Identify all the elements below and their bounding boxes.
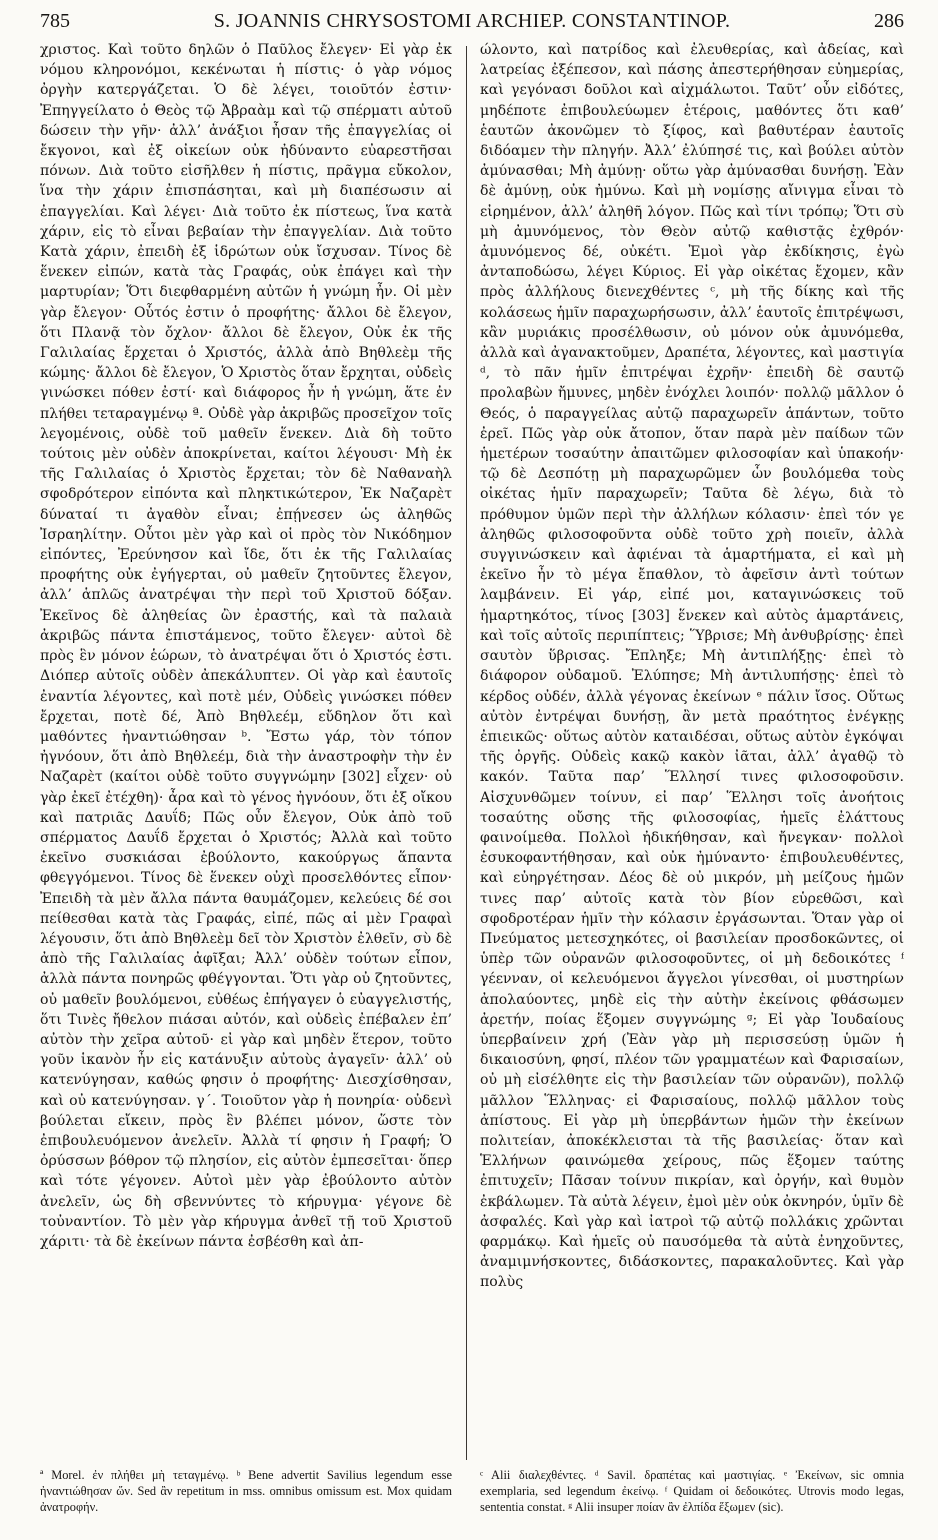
column-divider	[466, 46, 467, 1460]
page-number-right: 286	[874, 10, 904, 32]
footnotes-right	[480, 1468, 904, 1515]
running-header	[40, 4, 904, 36]
footnotes-left-text: ª Morel. ἐν πλήθει μὴ τεταγμένῳ. ᵇ Bene advertit Savilius legendum esse ἠναντιώθησαν ὤν. Sed ἂν repetitum in mss. omnibus omissum est. Mox quidam ἀνατροφήν.	[40, 1468, 452, 1514]
text-column-left	[40, 40, 452, 1460]
footnotes-right-text: ᶜ Alii διαλεχθέντες. ᵈ Savil. δραπέτας καὶ μαστιγίας. ᵉ Ἐκείνων, sic omnia exemplaria, sed legendum ἐκείνῳ. ᶠ Quidam οἱ δεδοικότες. Utrovis modo legas, sententia constat. ᵍ Alii insuper ποίαν ἂν ἐλπίδα ἕξωμεν (sic).	[480, 1468, 904, 1514]
column-left-text: χριστος. Καὶ τοῦτο δηλῶν ὁ Παῦλος ἔλεγεν· Εἰ γὰρ ἐκ νόμου κληρονόμοι, κεκένωται ἡ πίστις· ὁ γὰρ νόμος ὀργὴν κατεργάζεται. Ὁ δὲ λέγει, τοιοῦτόν ἐστιν· Ἐπηγγείλατο ὁ Θεὸς τῷ Ἀβραὰμ καὶ τῷ σπέρματι αὐτοῦ δώσειν τὴν γῆν· ἀλλ’ ἀνάξιοι ἦσαν τῆς ἐπαγγελίας οἱ ἔκγονοι, καὶ ἐξ οἰκείων οὐκ ἠδύναντο εὐαρεστῆσαι πόνων. Διὰ τοῦτο εἰσῆλθεν ἡ πίστις, πρᾶγμα εὔκολον, ἵνα τὴν χάριν ἐπισπάσηται, καὶ μὴ διαπέσωσιν αἱ ἐπαγγελίαι. Καὶ λέγει· Διὰ τοῦτο ἐκ πίστεως, ἵνα κατὰ χάριν, εἰς τὸ εἶναι βεβαίαν τὴν ἐπαγγελίαν. Διὰ τοῦτο Κατὰ χάριν, ἐπειδὴ ἐξ ἱδρώτων οὐκ ἴσχυσαν. Τίνος δὲ ἕνεκεν εἰπών, κατὰ τὰς Γραφάς, οὐκ ἐπάγει καὶ τὴν μαρτυρίαν; Ὅτι διεφθαρμένη αὐτῶν ἡ γνώμη ἦν. Οἱ μὲν γὰρ ἔλεγον· Οὗτός ἐστιν ὁ προφήτης· ἄλλοι δὲ ἔλεγον, ὅτι Πλανᾷ τὸν ὄχλον· ἄλλοι δὲ ἔλεγον, Οὐκ ἐκ τῆς Γαλιλαίας ἔρχεται ὁ Χριστός, ἀλλὰ ἀπὸ Βηθλεὲμ τῆς κώμης· ἄλλοι δὲ ἔλεγον, Ὁ Χριστὸς ὅταν ἔρχηται, οὐδεὶς γινώσκει πόθεν ἐστί· καὶ διάφορος ἦν ἡ γνώμη, ἅτε ἐν πλήθει τεταραγμένῳ ª. Οὐδὲ γὰρ ἀκριβῶς προσεῖχον τοῖς λεγομένοις, οὐδὲ τοῦ μαθεῖν ἕνεκεν. Διὰ δὴ τοῦτο τούτοις μὲν οὐδὲν ἀποκρίνεται, καίτοι λέγουσι· Μὴ ἐκ τῆς Γαλιλαίας ὁ Χριστὸς ἔρχεται; τὸν δὲ Ναθαναὴλ σφοδρότερον εἰπόντα καὶ πληκτικώτερον, Ἐκ Ναζαρὲτ δύναταί τι ἀγαθὸν εἶναι; ἐπῄνεσεν ὡς ἀληθῶς Ἰσραηλίτην. Οὗτοι μὲν γὰρ καὶ οἱ πρὸς τὸν Νικόδημον εἰπόντες, Ἐρεύνησον καὶ ἴδε, ὅτι ἐκ τῆς Γαλιλαίας προφήτης οὐκ ἐγήγερται, οὐ μαθεῖν ζητοῦντες ἔλεγον, ἀλλ’ ἁπλῶς ἀνατρέψαι τὴν περὶ τοῦ Χριστοῦ δόξαν. Ἐκεῖνος δὲ ἀληθείας ὢν ἐραστής, καὶ τὰ παλαιὰ ἀκριβῶς πάντα ἐπιστάμενος, τοῦτο ἔλεγεν· αὐτοὶ δὲ πρὸς ἓν μόνον ἑώρων, τὸ ἀνατρέψαι ὅτι ὁ Χριστός ἐστι. Διόπερ αὐτοῖς οὐδὲν ἀπεκάλυπτεν. Οἱ γὰρ καὶ ἑαυτοῖς ἐναντία λέγοντες, καὶ ποτὲ μέν, Οὐδεὶς γινώσκει πόθεν ἔρχεται, ποτὲ δέ, Ἀπὸ Βηθλεέμ, εὔδηλον ὅτι καὶ μαθόντες ἠναντιώθησαν ᵇ. Ἔστω γάρ, τὸν τόπον ἠγνόουν, ὅτι ἀπὸ Βηθλεέμ, διὰ τὴν ἀναστροφὴν τὴν ἐν Ναζαρὲτ (καίτοι οὐδὲ τοῦτο συγγνώμην [302] εἶχεν· οὐ γὰρ ἐκεῖ ἐτέχθη)· ἆρα καὶ τὸ γένος ἠγνόουν, ὅτι ἐξ οἴκου καὶ πατριᾶς Δαυΐδ; Πῶς οὖν ἔλεγον, Οὐκ ἀπὸ τοῦ σπέρματος Δαυΐδ ἔρχεται ὁ Χριστός; Ἀλλὰ καὶ τοῦτο ἐκεῖνο συσκιάσαι ἐβούλοντο, κακούργως ἅπαντα φθεγγόμενοι. Τίνος δὲ ἕνεκεν οὐχὶ προσελθόντες εἶπον· Ἐπειδὴ τὰ μὲν ἄλλα πάντα θαυμάζομεν, κελεύεις δέ σοι πείθεσθαι κατὰ τὰς Γραφάς, εἰπέ, πῶς αἱ μὲν Γραφαὶ λέγουσιν, ὅτι ἀπὸ Βηθλεὲμ δεῖ τὸν Χριστὸν ἐλθεῖν, σὺ δὲ ἀπὸ τῆς Γαλιλαίας ἀφῖξαι; Ἀλλ’ οὐδὲν τούτων εἶπον, ἀλλὰ πάντα πονηρῶς φθέγγονται. Ὅτι γὰρ οὐ ζητοῦντες, οὐ μαθεῖν βουλόμενοι, εὐθέως ἐπήγαγεν ὁ εὐαγγελιστής, ὅτι Τινὲς ἤθελον πιάσαι αὐτόν, καὶ οὐδεὶς ἐπέβαλεν ἐπ’ αὐτὸν τὴν χεῖρα αὐτοῦ· εἰ γὰρ καὶ μηδὲν ἕτερον, τοῦτο γοῦν ἱκανὸν ἦν εἰς κατάνυξιν αὐτοὺς ἀγαγεῖν· ἀλλ’ οὐ κατενύγησαν, καθώς φησιν ὁ προφήτης· Διεσχίσθησαν, καὶ οὐ κατενύγησαν. γ΄. Τοιοῦτον γὰρ ἡ πονηρία· οὐδενὶ βούλεται εἴκειν, πρὸς ἓν βλέπει μόνον, ὥστε τὸν ἐπιβουλευόμενον ἀνελεῖν. Ἀλλὰ τί φησιν ἡ Γραφή; Ὁ ὀρύσσων βόθρον τῷ πλησίον, εἰς αὐτὸν ἐμπεσεῖται· ὅπερ καὶ τότε γέγονεν. Αὐτοὶ μὲν γὰρ ἐβούλοντο αὐτὸν ἀνελεῖν, ὡς δὴ σβεννύντες τὸ κήρυγμα· γέγονε δὲ τοὐναντίον. Τὸ μὲν γὰρ κήρυγμα ἀνθεῖ τῇ τοῦ Χριστοῦ χάριτι· τὰ δὲ ἐκείνων πάντα ἐσβέσθη καὶ ἀπ-	[40, 42, 452, 1250]
page-number-left: 785	[40, 10, 70, 32]
running-title: S. JOANNIS CHRYSOSTOMI ARCHIEP. CONSTANTINOP.	[213, 10, 731, 32]
column-right-text: ώλοντο, καὶ πατρίδος καὶ ἐλευθερίας, καὶ ἀδείας, καὶ λατρείας ἐξέπεσον, καὶ πάσης ἀπεστερήθησαν εὐημερίας, καὶ γεγόνασι δοῦλοι καὶ αἰχμάλωτοι. Ταῦτ’ οὖν εἰδότες, μηδέποτε ἐπιβουλεύωμεν ἑτέροις, μαθόντες ὅτι καθ’ ἑαυτῶν ἀκονῶμεν τὸ ξίφος, καὶ βαθυτέραν ἑαυτοῖς διδόαμεν τὴν πληγήν. Ἀλλ’ ἐλύπησέ τις, καὶ βούλει αὐτὸν ἀμύνασθαι; Μὴ ἀμύνῃ· οὕτω γὰρ ἀμύνασθαι δυνήσῃ. Ἐὰν δὲ ἀμύνῃ, οὐκ ἠμύνω. Καὶ μὴ νομίσῃς αἴνιγμα εἶναι τὸ εἰρημένον, ἀλλ’ ἀληθῆ λόγον. Πῶς καὶ τίνι τρόπῳ; Ὅτι σὺ μὴ ἀμυνόμενος, τὸν Θεὸν αὐτῷ καθιστᾷς ἐχθρόν· ἀμυνόμενος δέ, οὐκέτι. Ἐμοὶ γὰρ ἐκδίκησις, ἐγὼ ἀνταποδώσω, λέγει Κύριος. Εἰ γὰρ οἰκέτας ἔχομεν, κἂν πρὸς ἀλλήλους διενεχθέντες ᶜ, μὴ τῆς δίκης καὶ τῆς κολάσεως ἡμῖν παραχωρήσωσιν, ἀλλ’ ἑαυτοῖς ἐπιτρέψωσι, κἂν μυριάκις προσέλθωσιν, οὐ μόνον οὐκ ἀμυνόμεθα, ἀλλὰ καὶ ἀγανακτοῦμεν, Δραπέτα, λέγοντες, καὶ μαστιγία ᵈ, τὸ πᾶν ἡμῖν ἐπιτρέψαι ἐχρῆν· ἐπειδὴ δὲ σαυτῷ προλαβὼν ἤμυνες, μηδὲν ἐνόχλει λοιπόν· πολλῷ μᾶλλον ὁ Θεός, ὁ παραγγείλας αὐτῷ παραχωρεῖν ἁπάντων, τοῦτο ἐρεῖ. Πῶς γὰρ οὐκ ἄτοπον, ὅταν παρὰ μὲν παίδων τῶν ἡμετέρων τοσαύτην ἀπαιτῶμεν φιλοσοφίαν καὶ ὑπακοήν· τῷ δὲ Δεσπότῃ μὴ παραχωρῶμεν ὧν βουλόμεθα τοὺς οἰκέτας ἡμῖν παραχωρεῖν; Ταῦτα δὲ λέγω, διὰ τὸ πρόθυμον ὑμῶν περὶ τὴν ἀλλήλων κόλασιν· ἐπεὶ τόν γε ἀληθῶς φιλοσοφοῦντα οὐδὲ τοῦτο χρὴ ποιεῖν, ἀλλὰ συγγινώσκειν καὶ ἀφιέναι τὰ ἁμαρτήματα, εἰ καὶ μὴ ἐκεῖνο ἦν τὸ μέγα ἔπαθλον, τὸ ἀφεῖσιν ἀντὶ τούτων λαμβάνειν. Εἰ γάρ, εἰπέ μοι, καταγινώσκεις τοῦ ἡμαρτηκότος, τίνος [303] ἕνεκεν καὶ αὐτὸς ἁμαρτάνεις, καὶ τοῖς αὐτοῖς περιπίπτεις; Ὕβρισε; Μὴ ἀνθυβρίσῃς· ἐπεὶ σαυτὸν ὕβρισας. Ἔπληξε; Μὴ ἀντιπλήξῃς· ἐπεὶ τὸ διάφορον οὐδαμοῦ. Ἐλύπησε; Μὴ ἀντιλυπήσῃς· ἐπεὶ τὸ κέρδος οὐδέν, ἀλλὰ γέγονας ἐκείνων ᵉ πάλιν ἴσος. Οὕτως αὐτὸν ἐντρέψαι δυνήσῃ, ἂν μετὰ πραότητος ἐνέγκῃς ἐπιεικῶς· οὕτως αὐτὸν καταιδέσαι, οὕτως αὐτὸν ἐγκόψαι τῆς ὀργῆς. Οὐδεὶς κακῷ κακὸν ἰᾶται, ἀλλ’ ἀγαθῷ τὸ κακόν. Ταῦτα παρ’ Ἕλλησί τινες φιλοσοφοῦσιν. Αἰσχυνθῶμεν τοίνυν, εἰ παρ’ Ἕλλησι τοῖς ἀνοήτοις τοσαύτης οὔσης τῆς φιλοσοφίας, ἡμεῖς ἐλάττους φαινοίμεθα. Πολλοὶ ἠδικήθησαν, καὶ ἤνεγκαν· πολλοὶ ἐσυκοφαντήθησαν, καὶ οὐκ ἠμύναντο· ἐπιβουλευθέντες, καὶ εὐηργέτησαν. Δέος δὲ οὐ μικρόν, μὴ μείζους ἡμῶν τινες παρ’ αὐτοῖς κατὰ τὸν βίον εὑρεθῶσι, καὶ σφοδροτέραν ἡμῖν τὴν κόλασιν ἐργάσωνται. Ὅταν γὰρ οἱ Πνεύματος μετεσχηκότες, οἱ βασιλείαν προσδοκῶντες, οἱ ὑπὲρ τῶν οὐρανῶν φιλοσοφοῦντες, οἱ μὴ δεδοικότες ᶠ γέενναν, οἱ κελευόμενοι ἄγγελοι γίνεσθαι, οἱ μυστηρίων ἀπολαύοντες, μηδὲ εἰς τὴν αὐτὴν ἐκείνοις φθάσωμεν ἀρετήν, ποίας ἕξομεν συγγνώμης ᵍ; Εἰ γὰρ Ἰουδαίους ὑπερβαίνειν χρή (Ἐὰν γὰρ μὴ περισσεύσῃ ὑμῶν ἡ δικαιοσύνη, φησί, πλέον τῶν γραμματέων καὶ Φαρισαίων, οὐ μὴ εἰσέλθητε εἰς τὴν βασιλείαν τῶν οὐρανῶν), πολλῷ μᾶλλον Ἕλληνας· εἰ Φαρισαίους, πολλῷ μᾶλλον τοὺς ἀπίστους. Εἰ γὰρ μὴ ὑπερβάντων ἡμῶν τὴν ἐκείνων πολιτείαν, ἀποκέκλεισται τὰ τῆς βασιλείας· ὅταν καὶ Ἑλλήνων φαινώμεθα χείρους, πῶς ἕξομεν ταύτης ἐπιτυχεῖν; Πᾶσαν τοίνυν πικρίαν, καὶ ὀργήν, καὶ θυμὸν ἐκβάλωμεν. Τὰ αὐτὰ λέγειν, ἐμοὶ μὲν οὐκ ὀκνηρόν, ὑμῖν δὲ ἀσφαλές. Καὶ γὰρ καὶ ἰατροὶ τῷ αὐτῷ πολλάκις χρῶνται φαρμάκῳ. Καὶ ἡμεῖς οὐ παυσόμεθα τὰ αὐτὰ ἐνηχοῦντες, ἀναμιμνήσκοντες, διδάσκοντες, παρακαλοῦντες. Καὶ γὰρ πολὺς	[480, 42, 904, 1291]
text-column-right	[480, 40, 904, 1460]
footnotes-left	[40, 1468, 452, 1515]
